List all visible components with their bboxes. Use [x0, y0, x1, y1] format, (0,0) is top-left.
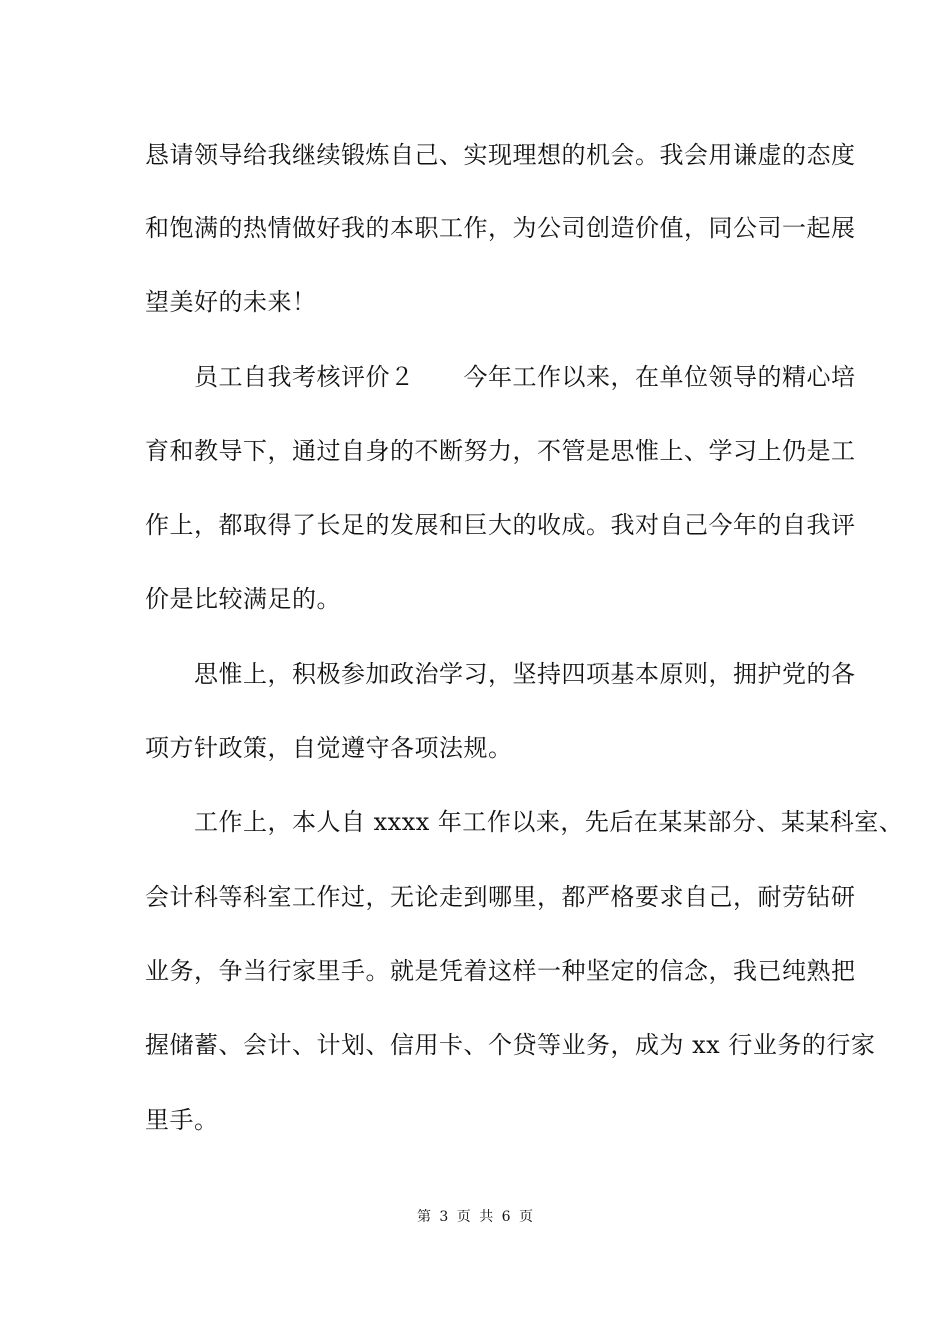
footer-total-pages: 6 [501, 1209, 511, 1225]
text-line: 作上，都取得了长足的发展和巨大的收成。我对自己今年的自我评 [145, 511, 856, 539]
text-line: 会计科等科室工作过，无论走到哪里，都严格要求自己，耐劳钻研 [145, 883, 856, 911]
footer-page-unit: 页 [456, 1209, 471, 1225]
text-line: 业务，争当行家里手。就是凭着这样一种坚定的信念，我已纯熟把 [145, 957, 856, 985]
footer-total-prefix: 共 [479, 1209, 494, 1225]
text-line: 员工自我考核评价２ 今年工作以来，在单位领导的精心培 [145, 363, 856, 391]
text-line: 握储蓄、会计、计划、信用卡、个贷等业务，成为 xx 行业务的行家 [145, 1031, 876, 1059]
page-footer [0, 1208, 950, 1226]
text-line: 望美好的未来！ [145, 288, 317, 316]
text-line: 价是比较满足的。 [145, 585, 341, 613]
text-line: 思惟上，积极参加政治学习，坚持四项基本原则，拥护党的各 [145, 660, 856, 688]
footer-total-unit: 页 [519, 1209, 534, 1225]
footer-current-page: 3 [439, 1209, 449, 1225]
text-line: 项方针政策，自觉遵守各项法规。 [145, 734, 513, 762]
footer-prefix: 第 [416, 1209, 431, 1225]
text-line: 里手。 [145, 1106, 219, 1134]
text-line: 工作上，本人自 xxxx 年工作以来，先后在某某部分、某某科室、 [145, 808, 904, 836]
text-line: 恳请领导给我继续锻炼自己、实现理想的机会。我会用谦虚的态度 [145, 141, 856, 169]
text-line: 和饱满的热情做好我的本职工作，为公司创造价值，同公司一起展 [145, 214, 856, 242]
text-line: 育和教导下，通过自身的不断努力，不管是思惟上、学习上仍是工 [145, 437, 856, 465]
